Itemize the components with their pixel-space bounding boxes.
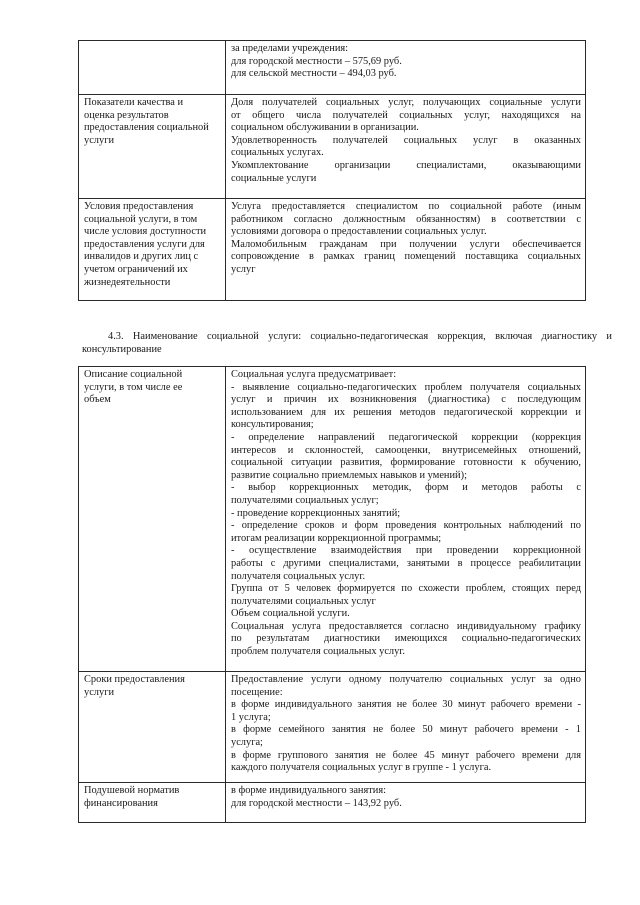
text-line: каждого получателя социальных услуг в группе - 1 услуга.: [231, 762, 492, 774]
text-line: услуг и причин их возникновения (диагностика) с последующим: [231, 394, 581, 406]
service-table-bottom: [78, 366, 586, 823]
text-line: проблем получателя социальных услуг.: [231, 646, 405, 658]
text-line: для сельской местности – 494,03 руб.: [231, 68, 397, 80]
text-line: социальных услугах.: [231, 147, 324, 159]
text-line: Удовлетворенность получателей социальных услуг в оказанных: [231, 134, 581, 146]
text-line: интересов и склонностей, самооценки, внутрисемейных отношений,: [231, 444, 581, 456]
text-line: Маломобильным гражданам при получении услуги обеспечивается: [231, 238, 581, 250]
text-line: Предоставление услуги одному получателю социальных услуг за одно: [231, 674, 581, 685]
row-label-cell: [79, 672, 226, 783]
text-line: консультирования;: [231, 419, 314, 431]
text-line: - определение сроков и форм проведения контрольных наблюдений по: [231, 520, 581, 532]
text-line: услуги, в том числе ее: [84, 381, 183, 393]
row-value-cell: [226, 199, 586, 301]
text-line: предоставления социальной: [84, 122, 209, 134]
table-row: [79, 95, 586, 199]
text-line: социальные услуги: [231, 172, 317, 184]
text-line: Сроки предоставления: [84, 674, 185, 685]
table-row: [79, 672, 586, 783]
row-label-cell: [79, 41, 226, 95]
service-table-top: [78, 40, 586, 301]
row-value-cell: [226, 783, 586, 823]
text-line: услуги: [84, 686, 115, 698]
text-line: инвалидов и других лиц с: [84, 251, 199, 263]
row-label-cell: [79, 199, 226, 301]
text-line: в форме семейного занятия не более 50 минут рабочего времени - 1: [231, 724, 581, 736]
text-line: объем: [84, 394, 111, 406]
text-line: в форме группового занятия не более 45 минут рабочего времени для: [231, 749, 581, 761]
text-line: получателя социальных услуг.: [231, 570, 366, 582]
text-line: предоставления услуги для: [84, 238, 205, 250]
text-line: получателями социальных услуг: [231, 595, 376, 607]
text-line: жизнедеятельности: [84, 276, 171, 288]
text-line: Группа от 5 человек формируется по схожести проблем, стоящих перед: [231, 583, 581, 595]
table-row: [79, 199, 586, 301]
table-row: [79, 783, 586, 823]
text-line: услуга;: [231, 736, 263, 748]
text-line: Социальная услуга предусматривает:: [231, 369, 397, 380]
text-line: в форме индивидуального занятия не более 30 минут рабочего времени -: [231, 699, 581, 711]
table-row: [79, 367, 586, 672]
text-line: в форме индивидуального занятия:: [231, 785, 387, 796]
text-line: развитие социально приемлемых навыков и умений);: [231, 469, 467, 481]
row-value-cell: [226, 95, 586, 199]
text-line: Описание социальной: [84, 369, 183, 380]
text-line: оценка результатов: [84, 109, 169, 121]
text-line: Доля получателей социальных услуг, получающих социальные услуги: [231, 97, 581, 108]
text-line: Социальная услуга предоставляется согласно индивидуальному графику: [231, 620, 581, 632]
text-line: по результатам диагностики имеющихся социально-педагогических: [231, 633, 581, 645]
row-value-cell: [226, 41, 586, 95]
text-line: финансирования: [84, 797, 158, 809]
row-label-cell: [79, 95, 226, 199]
text-line: Показатели качества и: [84, 97, 184, 108]
row-label-cell: [79, 367, 226, 672]
section-heading: [82, 331, 612, 356]
text-line: посещение:: [231, 686, 283, 698]
text-line: Услуга предоставляется специалистом по социальной работе (иным: [231, 201, 581, 212]
row-value-cell: [226, 367, 586, 672]
text-line: Укомплектование организации специалистами, оказывающими: [231, 159, 581, 171]
text-line: социальной ситуации развития, формирование готовности к обучению,: [231, 457, 581, 469]
row-label-cell: [79, 783, 226, 823]
row-value-cell: [226, 672, 586, 783]
text-line: - проведение коррекционных занятий;: [231, 507, 401, 519]
text-line: за пределами учреждения:: [231, 43, 349, 54]
text-line: 1 услуга;: [231, 711, 271, 723]
text-line: - определение направлений педагогической коррекции (коррекция: [231, 431, 581, 443]
text-line: Условия предоставления: [84, 201, 194, 212]
text-line: - осуществление взаимодействия при проведении коррекционной: [231, 545, 581, 557]
text-line: социальной услуги, в том: [84, 213, 198, 225]
text-line: числе условия доступности: [84, 226, 207, 238]
text-line: учетом ограничений их: [84, 263, 188, 275]
text-line: услуги: [84, 134, 115, 146]
text-line: условиями договора о предоставлении социальных услуг.: [231, 226, 487, 238]
text-line: работником согласно должностным обязанностям) в соответствии с: [231, 213, 581, 225]
text-line: услуг: [231, 263, 256, 275]
heading-line: консультирование: [82, 343, 162, 355]
text-line: сопровождение в рамках границ помещений поставщика социальных: [231, 251, 581, 263]
text-line: итогам реализации коррекционной программы;: [231, 532, 442, 544]
text-line: работы с другими специалистами, занятыми в процессе реабилитации: [231, 557, 581, 569]
heading-line: 4.3. Наименование социальной услуги: социально-педагогическая коррекция, включая диагностику и: [108, 331, 612, 342]
text-line: для городской местности – 143,92 руб.: [231, 797, 402, 809]
text-line: - выявление социально-педагогических проблем получателя социальных: [231, 381, 581, 393]
text-line: получателями социальных услуг;: [231, 494, 379, 506]
text-line: социальном обслуживании в организации.: [231, 122, 419, 134]
text-line: для городской местности – 575,69 руб.: [231, 55, 402, 67]
text-line: от общего числа получателей социальных услуг, находящихся на: [231, 109, 581, 121]
text-line: - выбор коррекционных методик, форм и методов работы с: [231, 482, 581, 494]
text-line: использованием для их решения методов педагогической коррекции и: [231, 406, 581, 418]
text-line: Объем социальной услуги.: [231, 608, 350, 620]
text-line: Подушевой норматив: [84, 785, 180, 796]
table-row: [79, 41, 586, 95]
